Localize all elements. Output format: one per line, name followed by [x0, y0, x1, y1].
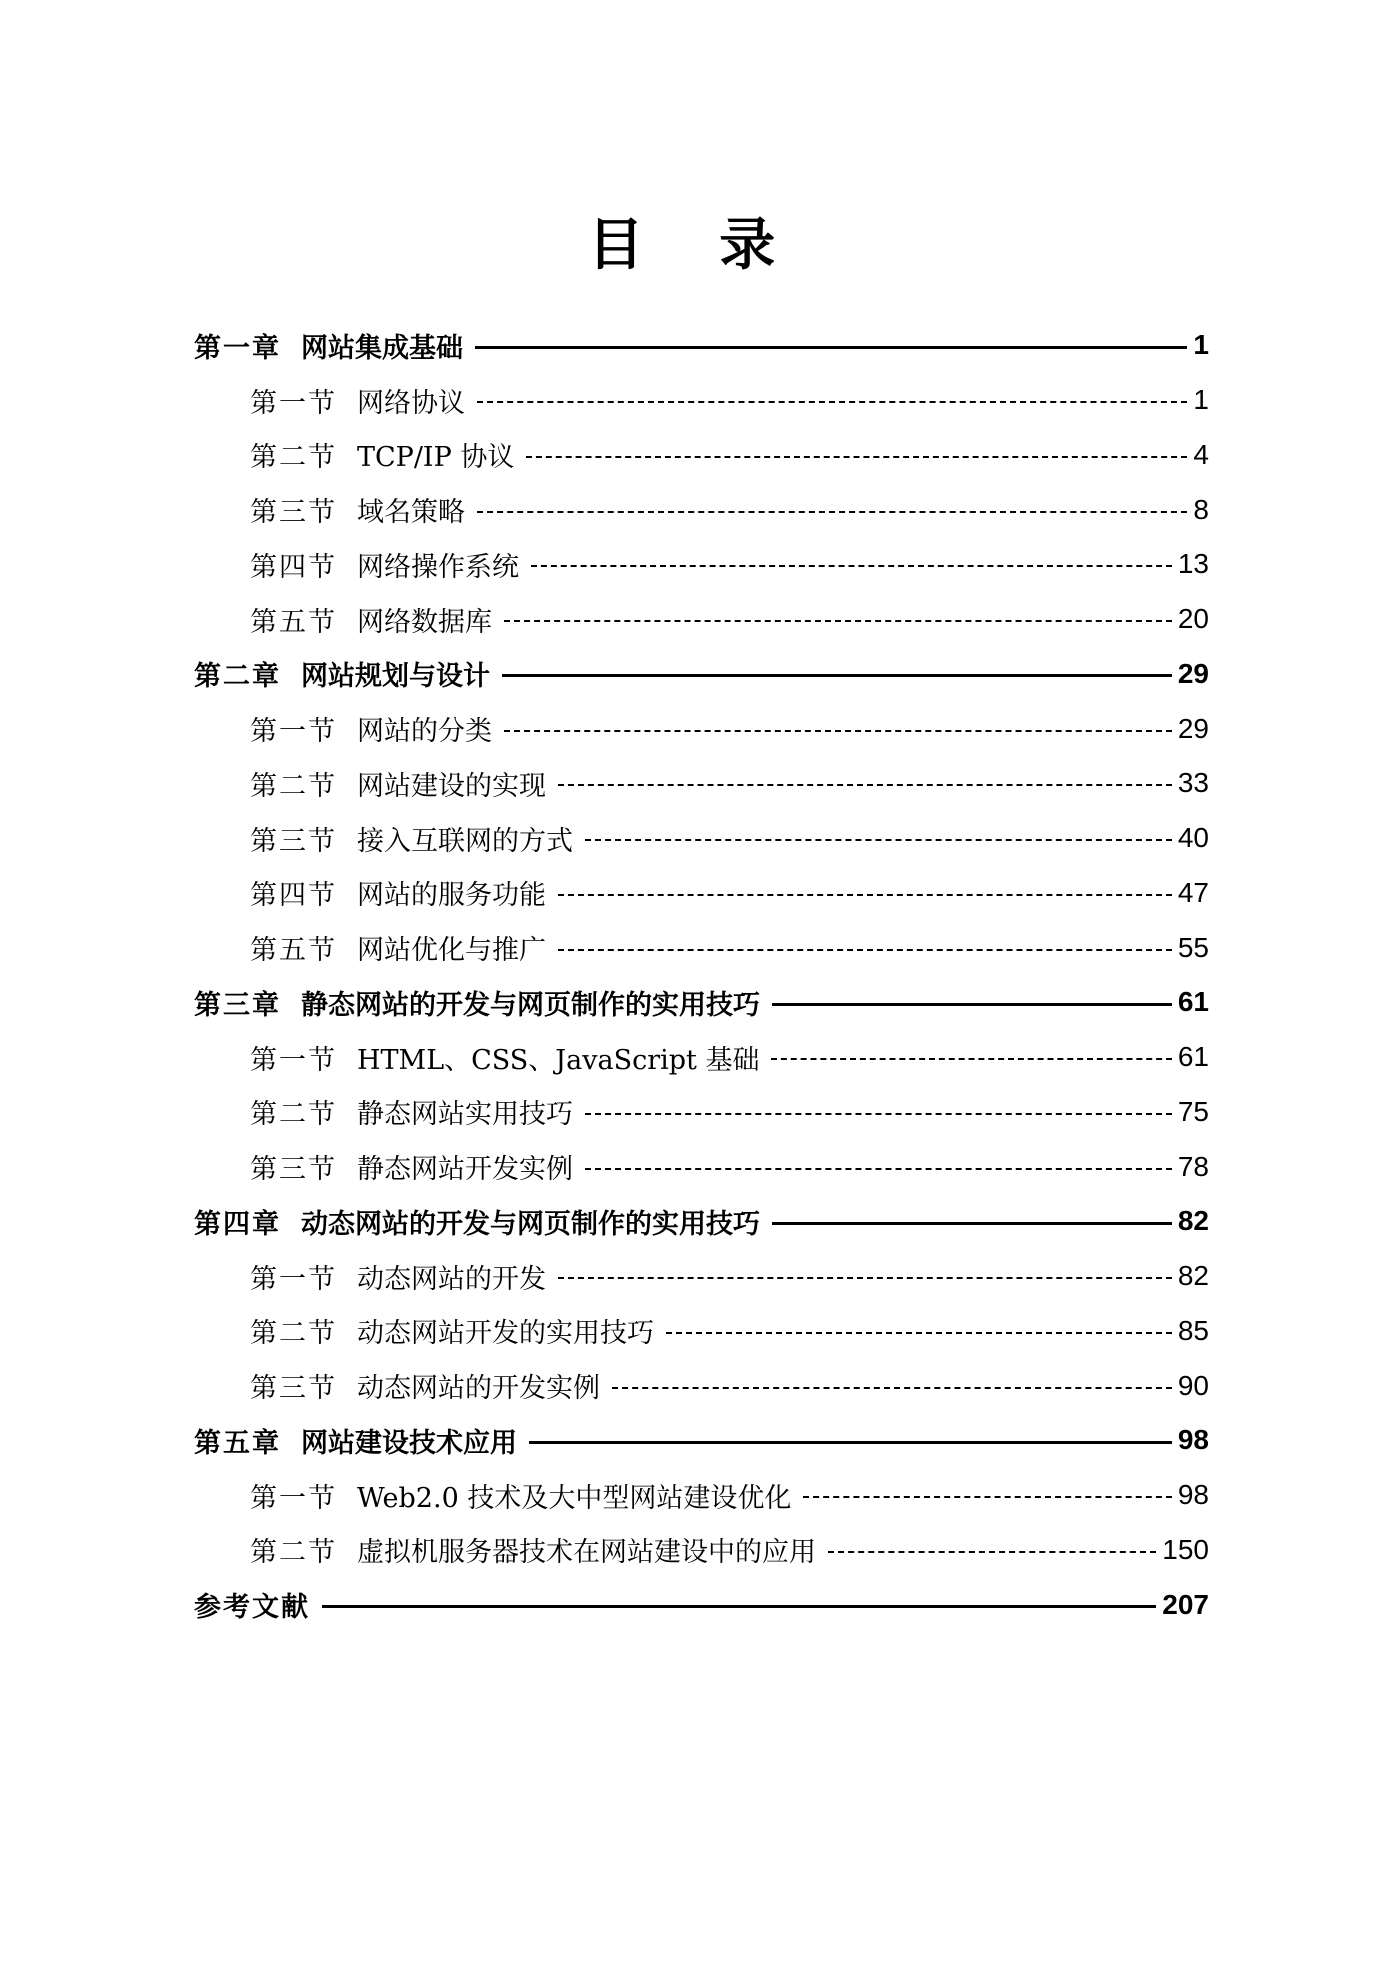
- toc-entry-title: TCP/IP 协议: [357, 442, 515, 474]
- toc-entry-page-number: 20: [1177, 603, 1209, 635]
- toc-entry-label: 第二节: [250, 1537, 337, 1569]
- toc-section-entry[interactable]: [194, 866, 1209, 921]
- toc-entry-title: 网站的分类: [357, 716, 492, 748]
- dot-leader: [477, 401, 1187, 403]
- toc-entry-title: 网站优化与推广: [357, 935, 546, 967]
- toc-entry-label: 第二章: [194, 661, 281, 693]
- dot-leader: [502, 674, 1172, 677]
- toc-entry-page-number: 75: [1177, 1095, 1209, 1127]
- dot-leader: [531, 565, 1172, 567]
- dot-leader: [322, 1605, 1156, 1608]
- dot-leader: [803, 1496, 1172, 1498]
- toc-entry-page-number: 98: [1177, 1424, 1209, 1456]
- toc-entry-page-number: 98: [1177, 1479, 1209, 1511]
- dot-leader: [504, 730, 1172, 732]
- toc-entry-title: 网站建设的实现: [357, 770, 546, 802]
- toc-entry-label: 第五章: [194, 1427, 281, 1459]
- toc-entry-page-number: 90: [1177, 1369, 1209, 1401]
- toc-entry-page-number: 13: [1177, 548, 1209, 580]
- toc-entry-title: 网站集成基础: [301, 332, 463, 364]
- toc-entry-title: 网络数据库: [357, 606, 492, 638]
- toc-entry-title: 网站的服务功能: [357, 880, 546, 912]
- toc-chapter-entry[interactable]: [194, 975, 1209, 1030]
- dot-leader: [558, 784, 1172, 786]
- dot-leader: [477, 511, 1187, 513]
- toc-section-entry[interactable]: [194, 1249, 1209, 1304]
- toc-entry-title: 静态网站实用技巧: [357, 1099, 573, 1131]
- toc-entry-page-number: 85: [1177, 1314, 1209, 1346]
- toc-entry-label: 参考文献: [194, 1592, 310, 1624]
- toc-section-entry[interactable]: [194, 756, 1209, 811]
- dot-leader: [612, 1387, 1172, 1389]
- toc-entry-page-number: 29: [1177, 712, 1209, 744]
- toc-chapter-entry[interactable]: [194, 1413, 1209, 1468]
- toc-entry-title: 动态网站开发的实用技巧: [357, 1318, 654, 1350]
- toc-chapter-entry[interactable]: [194, 1194, 1209, 1249]
- toc-entry-label: 第一章: [194, 332, 281, 364]
- dot-leader: [526, 456, 1187, 458]
- toc-entry-label: 第一节: [250, 716, 337, 748]
- toc-section-entry[interactable]: [194, 811, 1209, 866]
- toc-entry-page-number: 29: [1177, 657, 1209, 689]
- page-title: 目 录: [587, 212, 804, 278]
- toc-entry-label: 第一节: [250, 1044, 337, 1076]
- toc-chapter-entry[interactable]: [194, 1577, 1209, 1632]
- dot-leader: [772, 1222, 1172, 1225]
- toc-entry-title: 动态网站的开发与网页制作的实用技巧: [301, 1208, 760, 1240]
- toc-section-entry[interactable]: [194, 1139, 1209, 1194]
- dot-leader: [475, 346, 1187, 349]
- toc-entry-label: 第二节: [250, 1099, 337, 1131]
- dot-leader: [585, 1113, 1172, 1115]
- toc-entry-page-number: 47: [1177, 876, 1209, 908]
- toc-entry-title: 网站建设技术应用: [301, 1427, 517, 1459]
- toc-entry-page-number: 1: [1193, 384, 1209, 416]
- toc-section-entry[interactable]: [194, 920, 1209, 975]
- dot-leader: [558, 949, 1172, 951]
- toc-entry-page-number: 40: [1177, 822, 1209, 854]
- toc-section-entry[interactable]: [194, 1304, 1209, 1359]
- toc-section-entry[interactable]: [194, 1523, 1209, 1578]
- toc-entry-title: Web2.0 技术及大中型网站建设优化: [357, 1482, 792, 1514]
- toc-section-entry[interactable]: [194, 482, 1209, 537]
- toc-entry-page-number: 207: [1162, 1588, 1209, 1620]
- dot-leader: [558, 894, 1172, 896]
- toc-section-entry[interactable]: [194, 701, 1209, 756]
- toc-section-entry[interactable]: [194, 1085, 1209, 1140]
- dot-leader: [771, 1058, 1171, 1060]
- toc-entry-title: 网站规划与设计: [301, 661, 490, 693]
- toc-entry-title: 接入互联网的方式: [357, 825, 573, 857]
- toc-entry-page-number: 78: [1177, 1150, 1209, 1182]
- toc-entry-title: 动态网站的开发实例: [357, 1373, 600, 1405]
- table-of-contents: [194, 318, 1209, 1632]
- toc-entry-label: 第五节: [250, 935, 337, 967]
- toc-entry-label: 第三节: [250, 825, 337, 857]
- toc-entry-page-number: 82: [1177, 1260, 1209, 1292]
- toc-entry-page-number: 61: [1177, 1041, 1209, 1073]
- toc-entry-label: 第二节: [250, 770, 337, 802]
- toc-entry-page-number: 4: [1193, 438, 1209, 470]
- toc-entry-label: 第四章: [194, 1208, 281, 1240]
- dot-leader: [828, 1551, 1156, 1553]
- toc-entry-label: 第三章: [194, 989, 281, 1021]
- toc-entry-label: 第五节: [250, 606, 337, 638]
- toc-section-entry[interactable]: [194, 1468, 1209, 1523]
- toc-entry-label: 第三节: [250, 1373, 337, 1405]
- toc-entry-page-number: 55: [1177, 931, 1209, 963]
- dot-leader: [585, 1168, 1172, 1170]
- toc-entry-title: 网络操作系统: [357, 551, 519, 583]
- toc-section-entry[interactable]: [194, 1358, 1209, 1413]
- dot-leader: [558, 1277, 1172, 1279]
- toc-entry-label: 第一节: [250, 387, 337, 419]
- toc-entry-page-number: 61: [1177, 986, 1209, 1018]
- toc-entry-page-number: 82: [1177, 1205, 1209, 1237]
- toc-chapter-entry[interactable]: [194, 318, 1209, 373]
- dot-leader: [666, 1332, 1172, 1334]
- dot-leader: [504, 620, 1172, 622]
- toc-entry-label: 第三节: [250, 1154, 337, 1186]
- toc-chapter-entry[interactable]: [194, 647, 1209, 702]
- toc-entry-page-number: 8: [1193, 493, 1209, 525]
- toc-entry-title: 动态网站的开发: [357, 1263, 546, 1295]
- toc-entry-title: 虚拟机服务器技术在网站建设中的应用: [357, 1537, 816, 1569]
- dot-leader: [529, 1441, 1172, 1444]
- toc-entry-title: 静态网站开发实例: [357, 1154, 573, 1186]
- toc-entry-label: 第三节: [250, 497, 337, 529]
- toc-entry-label: 第一节: [250, 1263, 337, 1295]
- toc-entry-title: HTML、CSS、JavaScript 基础: [357, 1044, 760, 1076]
- toc-entry-page-number: 1: [1193, 329, 1209, 361]
- toc-entry-label: 第二节: [250, 1318, 337, 1350]
- toc-entry-title: 域名策略: [357, 497, 465, 529]
- dot-leader: [585, 839, 1172, 841]
- toc-entry-label: 第四节: [250, 880, 337, 912]
- toc-section-entry[interactable]: [194, 592, 1209, 647]
- toc-section-entry[interactable]: [194, 373, 1209, 428]
- toc-entry-title: 静态网站的开发与网页制作的实用技巧: [301, 989, 760, 1021]
- toc-entry-page-number: 33: [1177, 767, 1209, 799]
- toc-entry-label: 第一节: [250, 1482, 337, 1514]
- toc-section-entry[interactable]: [194, 1030, 1209, 1085]
- dot-leader: [772, 1003, 1172, 1006]
- toc-section-entry[interactable]: [194, 537, 1209, 592]
- toc-entry-label: 第四节: [250, 551, 337, 583]
- toc-entry-label: 第二节: [250, 442, 337, 474]
- toc-entry-title: 网络协议: [357, 387, 465, 419]
- toc-section-entry[interactable]: [194, 428, 1209, 483]
- toc-entry-page-number: 150: [1162, 1533, 1209, 1565]
